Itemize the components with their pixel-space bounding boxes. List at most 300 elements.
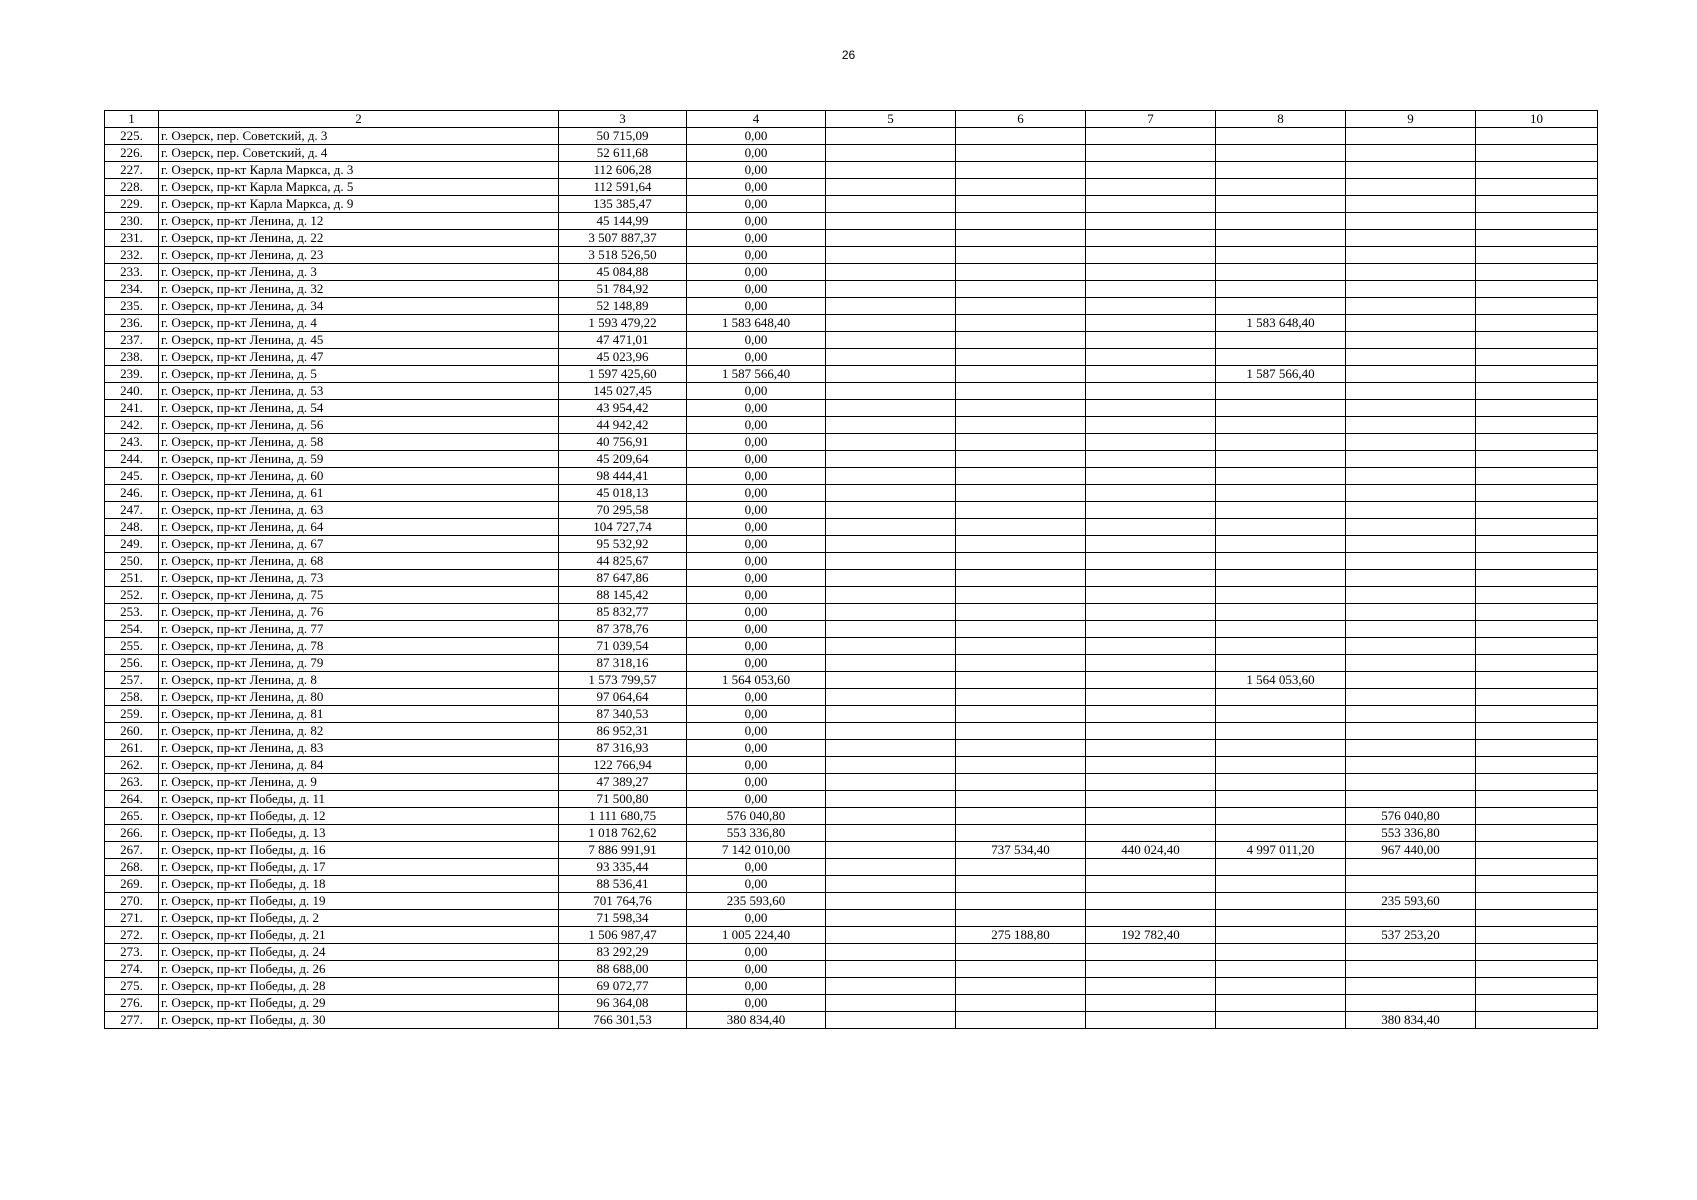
value-cell-col-10 xyxy=(1476,247,1598,264)
table-row xyxy=(105,502,1598,519)
row-number-cell: 270. xyxy=(105,893,159,910)
value-cell-col-7 xyxy=(1086,315,1216,332)
value-cell-col-8 xyxy=(1216,808,1346,825)
value-cell-col-9 xyxy=(1346,587,1476,604)
value-cell-col-9 xyxy=(1346,859,1476,876)
value-cell-col-7: 440 024,40 xyxy=(1086,842,1216,859)
value-cell-col-3: 98 444,41 xyxy=(559,468,687,485)
value-cell-col-3: 45 023,96 xyxy=(559,349,687,366)
value-cell-col-9 xyxy=(1346,757,1476,774)
value-cell-col-10 xyxy=(1476,213,1598,230)
value-cell-col-3: 44 942,42 xyxy=(559,417,687,434)
value-cell-col-7 xyxy=(1086,536,1216,553)
value-cell-col-3: 70 295,58 xyxy=(559,502,687,519)
value-cell-col-4: 0,00 xyxy=(687,145,826,162)
value-cell-col-10 xyxy=(1476,689,1598,706)
row-number-cell: 239. xyxy=(105,366,159,383)
value-cell-col-9 xyxy=(1346,230,1476,247)
value-cell-col-6 xyxy=(956,808,1086,825)
value-cell-col-3: 47 471,01 xyxy=(559,332,687,349)
value-cell-col-4: 0,00 xyxy=(687,332,826,349)
value-cell-col-5 xyxy=(826,893,956,910)
address-cell: г. Озерск, пр-кт Ленина, д. 8 xyxy=(159,672,559,689)
value-cell-col-6 xyxy=(956,128,1086,145)
row-number-cell: 261. xyxy=(105,740,159,757)
value-cell-col-7 xyxy=(1086,944,1216,961)
column-header-10: 10 xyxy=(1476,111,1598,128)
value-cell-col-7 xyxy=(1086,910,1216,927)
value-cell-col-8 xyxy=(1216,689,1346,706)
value-cell-col-4: 0,00 xyxy=(687,791,826,808)
value-cell-col-10 xyxy=(1476,825,1598,842)
value-cell-col-6 xyxy=(956,196,1086,213)
row-number-cell: 269. xyxy=(105,876,159,893)
value-cell-col-9 xyxy=(1346,247,1476,264)
value-cell-col-6 xyxy=(956,400,1086,417)
table-row xyxy=(105,281,1598,298)
value-cell-col-7 xyxy=(1086,349,1216,366)
value-cell-col-9 xyxy=(1346,604,1476,621)
value-cell-col-6 xyxy=(956,655,1086,672)
address-cell: г. Озерск, пр-кт Победы, д. 30 xyxy=(159,1012,559,1029)
value-cell-col-3: 45 018,13 xyxy=(559,485,687,502)
value-cell-col-4: 0,00 xyxy=(687,298,826,315)
value-cell-col-5 xyxy=(826,349,956,366)
value-cell-col-10 xyxy=(1476,740,1598,757)
table-row xyxy=(105,740,1598,757)
value-cell-col-3: 45 084,88 xyxy=(559,264,687,281)
value-cell-col-9 xyxy=(1346,468,1476,485)
value-cell-col-4: 1 587 566,40 xyxy=(687,366,826,383)
row-number-cell: 275. xyxy=(105,978,159,995)
value-cell-col-6 xyxy=(956,757,1086,774)
value-cell-col-7 xyxy=(1086,502,1216,519)
value-cell-col-8 xyxy=(1216,655,1346,672)
value-cell-col-5 xyxy=(826,162,956,179)
value-cell-col-8 xyxy=(1216,978,1346,995)
value-cell-col-8 xyxy=(1216,400,1346,417)
value-cell-col-7 xyxy=(1086,468,1216,485)
value-cell-col-8 xyxy=(1216,434,1346,451)
value-cell-col-8 xyxy=(1216,723,1346,740)
address-cell: г. Озерск, пр-кт Ленина, д. 58 xyxy=(159,434,559,451)
value-cell-col-4: 0,00 xyxy=(687,944,826,961)
value-cell-col-5 xyxy=(826,400,956,417)
value-cell-col-5 xyxy=(826,638,956,655)
row-number-cell: 249. xyxy=(105,536,159,553)
value-cell-col-8 xyxy=(1216,774,1346,791)
value-cell-col-10 xyxy=(1476,757,1598,774)
row-number-cell: 250. xyxy=(105,553,159,570)
table-row xyxy=(105,349,1598,366)
value-cell-col-5 xyxy=(826,196,956,213)
value-cell-col-3: 44 825,67 xyxy=(559,553,687,570)
value-cell-col-9 xyxy=(1346,774,1476,791)
row-number-cell: 259. xyxy=(105,706,159,723)
value-cell-col-8 xyxy=(1216,706,1346,723)
value-cell-col-9: 553 336,80 xyxy=(1346,825,1476,842)
value-cell-col-4: 0,00 xyxy=(687,162,826,179)
value-cell-col-7 xyxy=(1086,689,1216,706)
value-cell-col-3: 3 507 887,37 xyxy=(559,230,687,247)
table-row xyxy=(105,332,1598,349)
value-cell-col-6 xyxy=(956,689,1086,706)
value-cell-col-10 xyxy=(1476,349,1598,366)
row-number-cell: 234. xyxy=(105,281,159,298)
value-cell-col-10 xyxy=(1476,128,1598,145)
value-cell-col-7 xyxy=(1086,230,1216,247)
value-cell-col-10 xyxy=(1476,298,1598,315)
table-row xyxy=(105,689,1598,706)
row-number-cell: 230. xyxy=(105,213,159,230)
value-cell-col-5 xyxy=(826,859,956,876)
value-cell-col-6 xyxy=(956,859,1086,876)
value-cell-col-4: 0,00 xyxy=(687,910,826,927)
value-cell-col-7 xyxy=(1086,213,1216,230)
value-cell-col-7 xyxy=(1086,145,1216,162)
address-cell: г. Озерск, пр-кт Ленина, д. 9 xyxy=(159,774,559,791)
address-cell: г. Озерск, пр-кт Победы, д. 13 xyxy=(159,825,559,842)
value-cell-col-10 xyxy=(1476,961,1598,978)
value-cell-col-4: 0,00 xyxy=(687,502,826,519)
value-cell-col-9 xyxy=(1346,179,1476,196)
address-cell: г. Озерск, пр-кт Ленина, д. 47 xyxy=(159,349,559,366)
row-number-cell: 253. xyxy=(105,604,159,621)
value-cell-col-6 xyxy=(956,961,1086,978)
value-cell-col-3: 1 018 762,62 xyxy=(559,825,687,842)
value-cell-col-3: 95 532,92 xyxy=(559,536,687,553)
row-number-cell: 255. xyxy=(105,638,159,655)
value-cell-col-8 xyxy=(1216,893,1346,910)
value-cell-col-6 xyxy=(956,451,1086,468)
value-cell-col-3: 112 606,28 xyxy=(559,162,687,179)
value-cell-col-10 xyxy=(1476,995,1598,1012)
value-cell-col-10 xyxy=(1476,179,1598,196)
value-cell-col-4: 0,00 xyxy=(687,451,826,468)
value-cell-col-8 xyxy=(1216,604,1346,621)
row-number-cell: 244. xyxy=(105,451,159,468)
value-cell-col-9 xyxy=(1346,944,1476,961)
table-row xyxy=(105,213,1598,230)
row-number-cell: 274. xyxy=(105,961,159,978)
row-number-cell: 246. xyxy=(105,485,159,502)
table-row xyxy=(105,672,1598,689)
table-row xyxy=(105,927,1598,944)
value-cell-col-6 xyxy=(956,825,1086,842)
value-cell-col-8 xyxy=(1216,128,1346,145)
value-cell-col-8 xyxy=(1216,570,1346,587)
value-cell-col-8 xyxy=(1216,264,1346,281)
value-cell-col-10 xyxy=(1476,672,1598,689)
value-cell-col-8: 1 583 648,40 xyxy=(1216,315,1346,332)
value-cell-col-5 xyxy=(826,315,956,332)
value-cell-col-4: 1 005 224,40 xyxy=(687,927,826,944)
value-cell-col-3: 104 727,74 xyxy=(559,519,687,536)
value-cell-col-4: 0,00 xyxy=(687,468,826,485)
value-cell-col-10 xyxy=(1476,553,1598,570)
value-cell-col-10 xyxy=(1476,536,1598,553)
value-cell-col-7 xyxy=(1086,417,1216,434)
value-cell-col-7 xyxy=(1086,1012,1216,1029)
row-number-cell: 264. xyxy=(105,791,159,808)
value-cell-col-10 xyxy=(1476,315,1598,332)
table-row xyxy=(105,961,1598,978)
value-cell-col-6 xyxy=(956,179,1086,196)
row-number-cell: 277. xyxy=(105,1012,159,1029)
value-cell-col-10 xyxy=(1476,485,1598,502)
value-cell-col-7 xyxy=(1086,264,1216,281)
value-cell-col-4: 0,00 xyxy=(687,434,826,451)
value-cell-col-5 xyxy=(826,468,956,485)
address-cell: г. Озерск, пр-кт Ленина, д. 23 xyxy=(159,247,559,264)
row-number-cell: 226. xyxy=(105,145,159,162)
address-cell: г. Озерск, пр-кт Ленина, д. 32 xyxy=(159,281,559,298)
value-cell-col-4: 0,00 xyxy=(687,179,826,196)
value-cell-col-4: 380 834,40 xyxy=(687,1012,826,1029)
value-cell-col-6 xyxy=(956,893,1086,910)
row-number-cell: 267. xyxy=(105,842,159,859)
value-cell-col-9 xyxy=(1346,264,1476,281)
address-cell: г. Озерск, пр-кт Ленина, д. 61 xyxy=(159,485,559,502)
value-cell-col-5 xyxy=(826,128,956,145)
address-cell: г. Озерск, пр-кт Ленина, д. 78 xyxy=(159,638,559,655)
data-table xyxy=(104,110,1598,1029)
table-row xyxy=(105,247,1598,264)
value-cell-col-4: 0,00 xyxy=(687,978,826,995)
value-cell-col-7 xyxy=(1086,638,1216,655)
row-number-cell: 240. xyxy=(105,383,159,400)
value-cell-col-4: 0,00 xyxy=(687,604,826,621)
value-cell-col-9 xyxy=(1346,740,1476,757)
address-cell: г. Озерск, пр-кт Ленина, д. 82 xyxy=(159,723,559,740)
value-cell-col-3: 112 591,64 xyxy=(559,179,687,196)
value-cell-col-9 xyxy=(1346,876,1476,893)
value-cell-col-4: 7 142 010,00 xyxy=(687,842,826,859)
value-cell-col-10 xyxy=(1476,400,1598,417)
value-cell-col-8 xyxy=(1216,876,1346,893)
table-row xyxy=(105,366,1598,383)
value-cell-col-9: 576 040,80 xyxy=(1346,808,1476,825)
row-number-cell: 243. xyxy=(105,434,159,451)
value-cell-col-5 xyxy=(826,791,956,808)
value-cell-col-6 xyxy=(956,383,1086,400)
value-cell-col-10 xyxy=(1476,519,1598,536)
table-body xyxy=(105,111,1598,1029)
value-cell-col-8: 4 997 011,20 xyxy=(1216,842,1346,859)
value-cell-col-10 xyxy=(1476,281,1598,298)
table-row xyxy=(105,179,1598,196)
value-cell-col-10 xyxy=(1476,706,1598,723)
address-cell: г. Озерск, пр-кт Победы, д. 28 xyxy=(159,978,559,995)
address-cell: г. Озерск, пр-кт Победы, д. 21 xyxy=(159,927,559,944)
row-number-cell: 258. xyxy=(105,689,159,706)
value-cell-col-8 xyxy=(1216,468,1346,485)
address-cell: г. Озерск, пр-кт Победы, д. 18 xyxy=(159,876,559,893)
row-number-cell: 251. xyxy=(105,570,159,587)
table-row xyxy=(105,298,1598,315)
row-number-cell: 237. xyxy=(105,332,159,349)
address-cell: г. Озерск, пр-кт Победы, д. 17 xyxy=(159,859,559,876)
value-cell-col-6 xyxy=(956,587,1086,604)
value-cell-col-10 xyxy=(1476,978,1598,995)
value-cell-col-5 xyxy=(826,689,956,706)
value-cell-col-4: 0,00 xyxy=(687,196,826,213)
value-cell-col-6 xyxy=(956,213,1086,230)
value-cell-col-5 xyxy=(826,961,956,978)
address-cell: г. Озерск, пр-кт Победы, д. 12 xyxy=(159,808,559,825)
value-cell-col-6 xyxy=(956,944,1086,961)
column-header-6: 6 xyxy=(956,111,1086,128)
value-cell-col-5 xyxy=(826,179,956,196)
value-cell-col-4: 0,00 xyxy=(687,740,826,757)
value-cell-col-5 xyxy=(826,264,956,281)
value-cell-col-8 xyxy=(1216,179,1346,196)
value-cell-col-5 xyxy=(826,536,956,553)
value-cell-col-9 xyxy=(1346,910,1476,927)
address-cell: г. Озерск, пр-кт Победы, д. 24 xyxy=(159,944,559,961)
value-cell-col-8 xyxy=(1216,213,1346,230)
table-row xyxy=(105,876,1598,893)
value-cell-col-3: 1 573 799,57 xyxy=(559,672,687,689)
value-cell-col-7 xyxy=(1086,519,1216,536)
row-number-cell: 242. xyxy=(105,417,159,434)
address-cell: г. Озерск, пр-кт Ленина, д. 79 xyxy=(159,655,559,672)
value-cell-col-10 xyxy=(1476,383,1598,400)
value-cell-col-3: 45 209,64 xyxy=(559,451,687,468)
row-number-cell: 262. xyxy=(105,757,159,774)
value-cell-col-9 xyxy=(1346,213,1476,230)
value-cell-col-10 xyxy=(1476,451,1598,468)
value-cell-col-8 xyxy=(1216,944,1346,961)
value-cell-col-10 xyxy=(1476,791,1598,808)
value-cell-col-6 xyxy=(956,519,1086,536)
value-cell-col-8 xyxy=(1216,383,1346,400)
address-cell: г. Озерск, пр-кт Карла Маркса, д. 3 xyxy=(159,162,559,179)
value-cell-col-10 xyxy=(1476,876,1598,893)
row-number-cell: 257. xyxy=(105,672,159,689)
value-cell-col-9 xyxy=(1346,672,1476,689)
value-cell-col-9 xyxy=(1346,485,1476,502)
value-cell-col-8 xyxy=(1216,791,1346,808)
value-cell-col-9 xyxy=(1346,553,1476,570)
value-cell-col-6 xyxy=(956,995,1086,1012)
value-cell-col-5 xyxy=(826,230,956,247)
value-cell-col-7 xyxy=(1086,995,1216,1012)
value-cell-col-5 xyxy=(826,519,956,536)
value-cell-col-7 xyxy=(1086,587,1216,604)
value-cell-col-9: 967 440,00 xyxy=(1346,842,1476,859)
address-cell: г. Озерск, пр-кт Победы, д. 16 xyxy=(159,842,559,859)
value-cell-col-6 xyxy=(956,723,1086,740)
address-cell: г. Озерск, пр-кт Ленина, д. 12 xyxy=(159,213,559,230)
row-number-cell: 260. xyxy=(105,723,159,740)
value-cell-col-6: 275 188,80 xyxy=(956,927,1086,944)
address-cell: г. Озерск, пр-кт Ленина, д. 45 xyxy=(159,332,559,349)
value-cell-col-6: 737 534,40 xyxy=(956,842,1086,859)
value-cell-col-7 xyxy=(1086,791,1216,808)
value-cell-col-7 xyxy=(1086,553,1216,570)
value-cell-col-9: 537 253,20 xyxy=(1346,927,1476,944)
value-cell-col-6 xyxy=(956,247,1086,264)
value-cell-col-5 xyxy=(826,757,956,774)
value-cell-col-6 xyxy=(956,740,1086,757)
row-number-cell: 235. xyxy=(105,298,159,315)
value-cell-col-9 xyxy=(1346,655,1476,672)
value-cell-col-9 xyxy=(1346,451,1476,468)
value-cell-col-7 xyxy=(1086,808,1216,825)
table-row xyxy=(105,859,1598,876)
value-cell-col-8 xyxy=(1216,757,1346,774)
value-cell-col-10 xyxy=(1476,859,1598,876)
value-cell-col-10 xyxy=(1476,655,1598,672)
value-cell-col-4: 0,00 xyxy=(687,128,826,145)
value-cell-col-3: 52 611,68 xyxy=(559,145,687,162)
value-cell-col-9: 235 593,60 xyxy=(1346,893,1476,910)
value-cell-col-8 xyxy=(1216,553,1346,570)
value-cell-col-6 xyxy=(956,281,1086,298)
value-cell-col-3: 86 952,31 xyxy=(559,723,687,740)
table-row xyxy=(105,621,1598,638)
table-row xyxy=(105,791,1598,808)
table-row xyxy=(105,808,1598,825)
value-cell-col-3: 87 378,76 xyxy=(559,621,687,638)
value-cell-col-9 xyxy=(1346,621,1476,638)
address-cell: г. Озерск, пр-кт Победы, д. 26 xyxy=(159,961,559,978)
value-cell-col-7 xyxy=(1086,893,1216,910)
value-cell-col-5 xyxy=(826,774,956,791)
value-cell-col-4: 0,00 xyxy=(687,349,826,366)
value-cell-col-3: 69 072,77 xyxy=(559,978,687,995)
value-cell-col-4: 0,00 xyxy=(687,774,826,791)
address-cell: г. Озерск, пр-кт Ленина, д. 76 xyxy=(159,604,559,621)
value-cell-col-3: 87 340,53 xyxy=(559,706,687,723)
table-row xyxy=(105,655,1598,672)
value-cell-col-4: 553 336,80 xyxy=(687,825,826,842)
value-cell-col-8 xyxy=(1216,1012,1346,1029)
value-cell-col-7 xyxy=(1086,672,1216,689)
value-cell-col-4: 0,00 xyxy=(687,247,826,264)
value-cell-col-9 xyxy=(1346,978,1476,995)
value-cell-col-8 xyxy=(1216,536,1346,553)
value-cell-col-6 xyxy=(956,366,1086,383)
value-cell-col-7 xyxy=(1086,298,1216,315)
table-row xyxy=(105,723,1598,740)
value-cell-col-6 xyxy=(956,485,1086,502)
table-row xyxy=(105,910,1598,927)
address-cell: г. Озерск, пр-кт Ленина, д. 4 xyxy=(159,315,559,332)
value-cell-col-5 xyxy=(826,706,956,723)
value-cell-col-10 xyxy=(1476,842,1598,859)
row-number-cell: 236. xyxy=(105,315,159,332)
value-cell-col-5 xyxy=(826,383,956,400)
row-number-cell: 272. xyxy=(105,927,159,944)
value-cell-col-5 xyxy=(826,978,956,995)
value-cell-col-6 xyxy=(956,434,1086,451)
value-cell-col-5 xyxy=(826,145,956,162)
value-cell-col-8 xyxy=(1216,298,1346,315)
value-cell-col-4: 0,00 xyxy=(687,706,826,723)
value-cell-col-8 xyxy=(1216,417,1346,434)
value-cell-col-3: 1 506 987,47 xyxy=(559,927,687,944)
value-cell-col-10 xyxy=(1476,230,1598,247)
value-cell-col-5 xyxy=(826,672,956,689)
header-row xyxy=(105,111,1598,128)
row-number-cell: 247. xyxy=(105,502,159,519)
value-cell-col-10 xyxy=(1476,570,1598,587)
value-cell-col-6 xyxy=(956,502,1086,519)
value-cell-col-6 xyxy=(956,349,1086,366)
value-cell-col-6 xyxy=(956,876,1086,893)
